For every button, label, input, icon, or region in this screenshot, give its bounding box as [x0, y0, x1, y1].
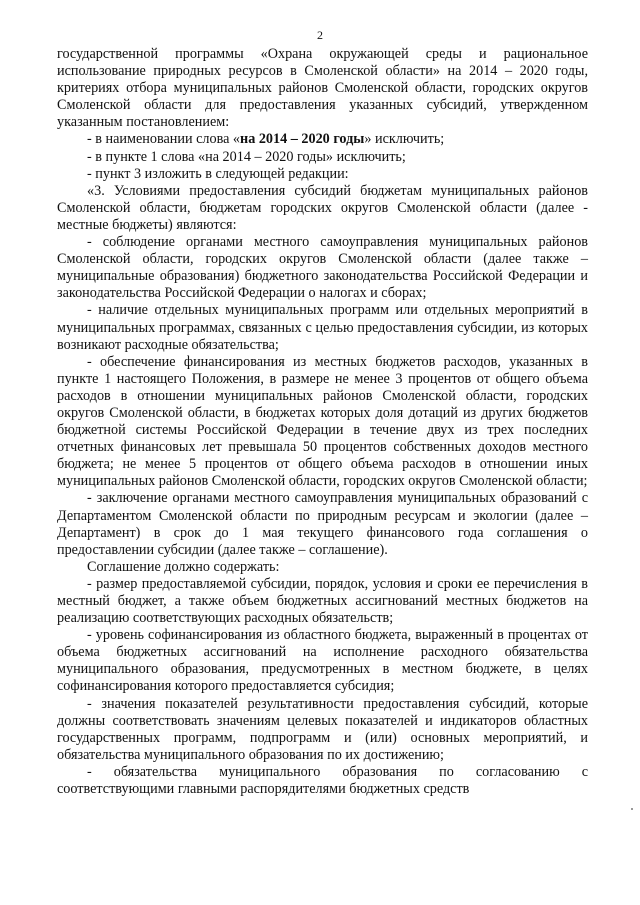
page-number: 2: [317, 28, 323, 42]
paragraph-subsidy-amount: - размер предоставляемой субсидии, порядок, условия и сроки ее перечисления в местный бюджет, а также объем бюджетных ассигнований местных бюджетов на реализацию соответствующих расходных обязательств;: [57, 575, 588, 627]
paragraph-condition-compliance: - соблюдение органами местного самоуправления муниципальных районов Смоленской области, городских округов Смоленской области (далее также – муниципальные образования) бюджетного законодательства Российской Федерации и законодательства Российской Федерации о налогах и сборах;: [57, 234, 588, 302]
paragraph-item-1-amendment: - в пункте 1 слова «на 2014 – 2020 годы» исключить;: [87, 148, 406, 165]
paragraph-condition-programs: - наличие отдельных муниципальных программ или отдельных мероприятий в муниципальных программах, связанных с целью предоставления субсидии, из которых возникают расходные обязательства;: [57, 302, 588, 353]
paragraph-title-amendment: [57, 131, 588, 148]
amendment-bold-phrase: на 2014 – 2020 годы: [240, 131, 365, 148]
paragraph-intro: государственной программы «Охрана окружающей среды и рациональное использование природных ресурсов в Смоленской области» на 2014 – 2020 годы, критериях отбора муниципальных районов Смоленской области, городских округов Смоленской области для предоставления указанных субсидий, утвержденном указанным постановлением:: [57, 46, 588, 131]
amendment-text-before: - в наименовании слова «: [87, 131, 241, 148]
amendment-text-after: » исключить;: [364, 131, 445, 148]
paragraph-obligations: - обязательства муниципального образования по согласованию с соответствующими главными распорядителями бюджетных средств: [57, 763, 588, 798]
paragraph-agreement-contents: Соглашение должно содержать:: [87, 558, 280, 575]
paragraph-item-3-amendment: - пункт 3 изложить в следующей редакции:: [87, 165, 349, 182]
paragraph-condition-agreement: - заключение органами местного самоуправления муниципальных образований с Департаментом Смоленской области по природным ресурсам и экологии (далее – Департамент) в срок до 1 мая текущего финансового года соглашения о предоставлении субсидии (далее также – соглашение).: [57, 490, 588, 558]
paragraph-performance-indicators: - значения показателей результативности предоставления субсидий, которые должны соответствовать значениям целевых показателей и индикаторов областных государственных программ, подпрограмм и (или) основных мероприятий, и обязательства муниципального образования по их достижению;: [57, 695, 588, 763]
paragraph-condition-financing: - обеспечение финансирования из местных бюджетов расходов, указанных в пункте 1 настоящего Положения, в размере не менее 3 процентов от общего объема расходов в отношении муниципальных районов Смоленской области, городских округов Смоленской области, в бюджетах которых доля дотаций из других бюджетов бюджетной системы Российской Федерации в течение двух из трех последних отчетных финансовых лет превышала 50 процентов собственных доходов местного бюджета; не менее 5 процентов от общего объема расходов в отношении иных муниципальных районов Смоленской области, городских округов Смоленской области;: [57, 353, 588, 490]
paragraph-conditions-intro: «3. Условиями предоставления субсидий бюджетам муниципальных районов Смоленской области, бюджетам городских округов Смоленской области (далее - местные бюджеты) являются:: [57, 182, 588, 233]
paragraph-cofinancing-level: - уровень софинансирования из областного бюджета, выраженный в процентах от объема бюджетных ассигнований на исполнение расходного обязательства муниципального образования, предусмотренных в местном бюджете, в целях софинансирования которого предоставляется субсидия;: [57, 627, 588, 695]
scan-speck: [631, 808, 633, 810]
document-body: [57, 46, 588, 798]
